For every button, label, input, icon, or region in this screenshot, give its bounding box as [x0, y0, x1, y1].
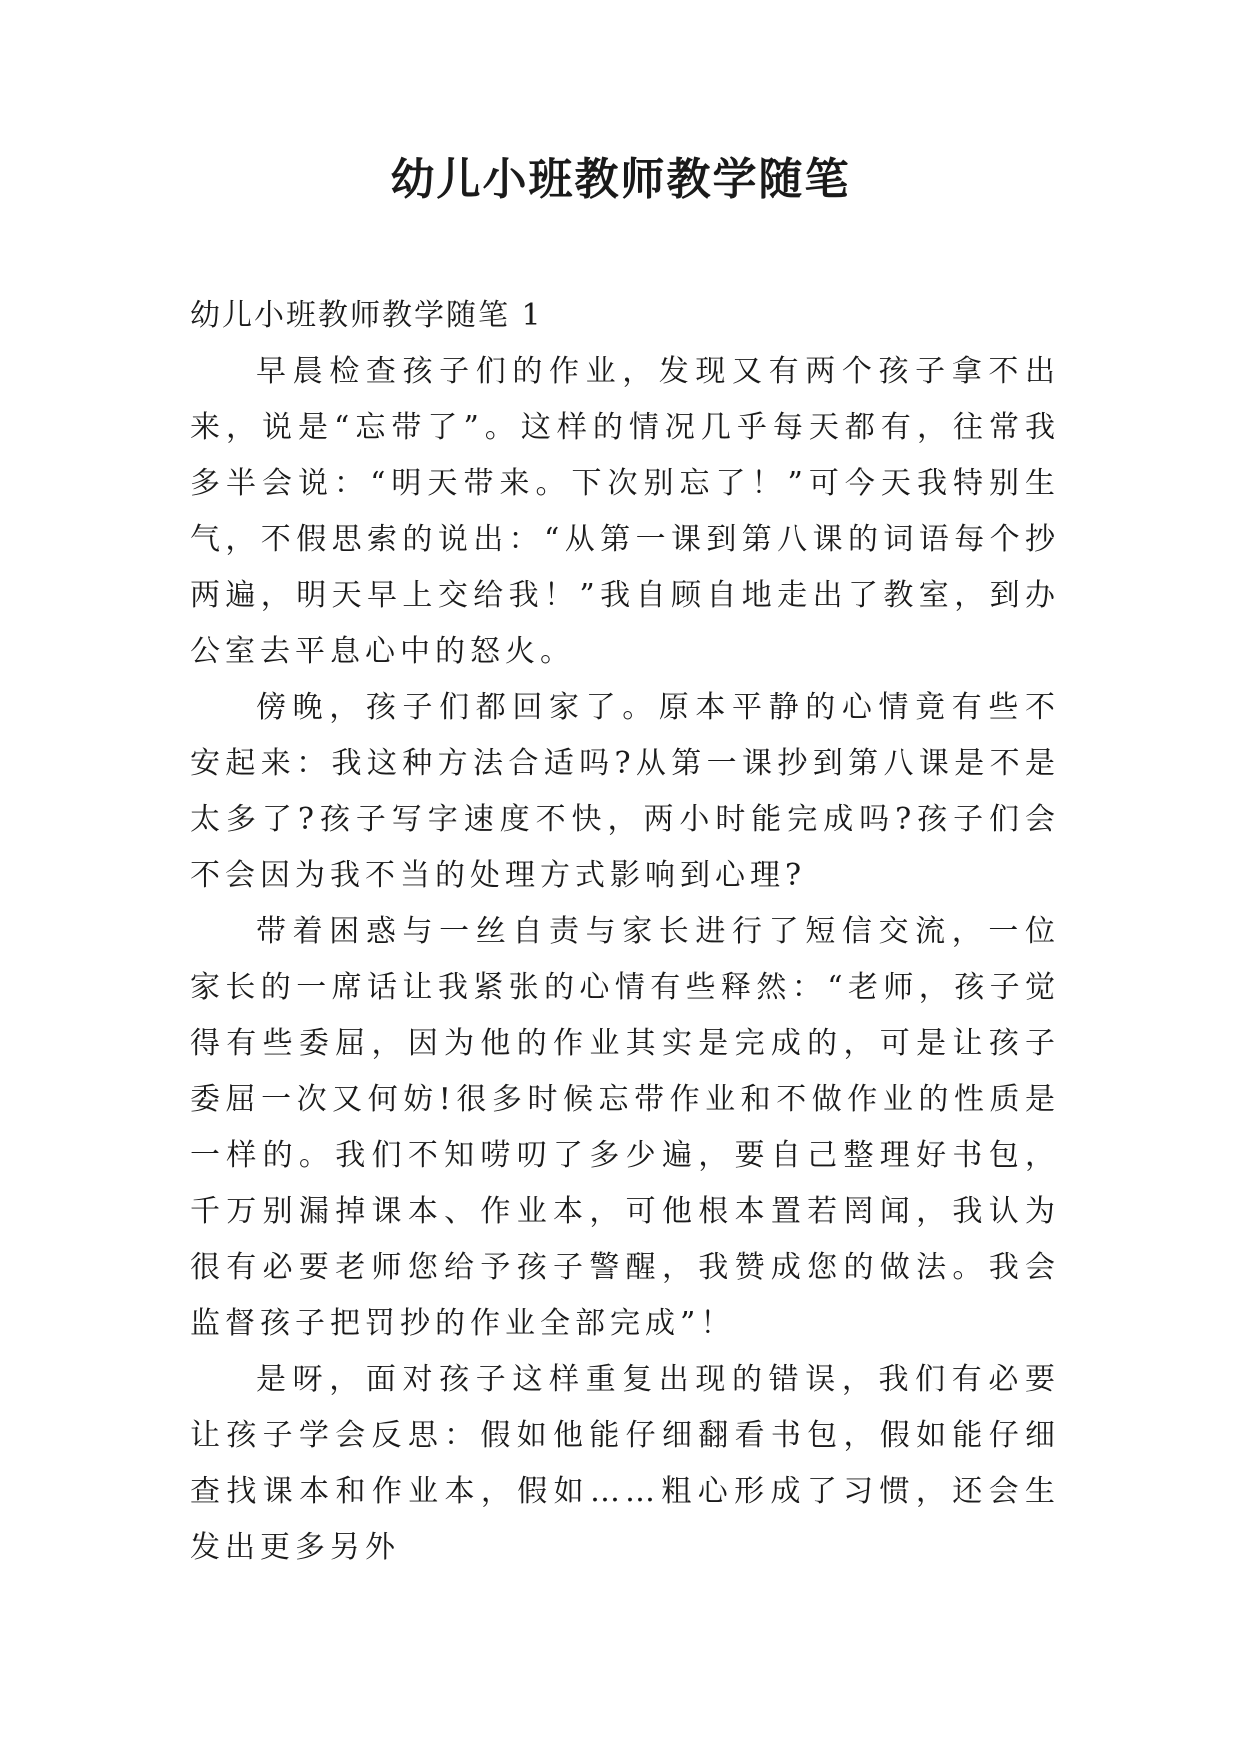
document-body [190, 288, 1060, 1576]
paragraph-1: 早晨检查孩子们的作业，发现又有两个孩子拿不出来，说是“忘带了”。这样的情况几乎每天都有，往常我多半会说：“明天带来。下次别忘了！”可今天我特别生气，不假思索的说出：“从第一课到第八课的词语每个抄两遍，明天早上交给我！”我自顾自地走出了教室，到办公室去平息心中的怒火。 [190, 354, 1060, 669]
paragraph-3: 带着困惑与一丝自责与家长进行了短信交流，一位家长的一席话让我紧张的心情有些释然：“老师，孩子觉得有些委屈，因为他的作业其实是完成的，可是让孩子委屈一次又何妨!很多时候忘带作业和不做作业的性质是一样的。我们不知唠叨了多少遍，要自己整理好书包，千万别漏掉课本、作业本，可他根本置若罔闻，我认为很有必要老师您给予孩子警醒，我赞成您的做法。我会监督孩子把罚抄的作业全部完成”！ [190, 914, 1060, 1341]
paragraph-2: 傍晚，孩子们都回家了。原本平静的心情竟有些不安起来：我这种方法合适吗?从第一课抄到第八课是不是太多了?孩子写字速度不快，两小时能完成吗?孩子们会不会因为我不当的处理方式影响到心理? [190, 690, 1060, 893]
paragraph-4: 是呀，面对孩子这样重复出现的错误，我们有必要让孩子学会反思：假如他能仔细翻看书包，假如能仔细查找课本和作业本，假如……粗心形成了习惯，还会生发出更多另外 [190, 1362, 1060, 1565]
section-heading: 幼儿小班教师教学随笔 1 [190, 298, 543, 333]
document-title: 幼儿小班教师教学随笔 [390, 154, 851, 205]
